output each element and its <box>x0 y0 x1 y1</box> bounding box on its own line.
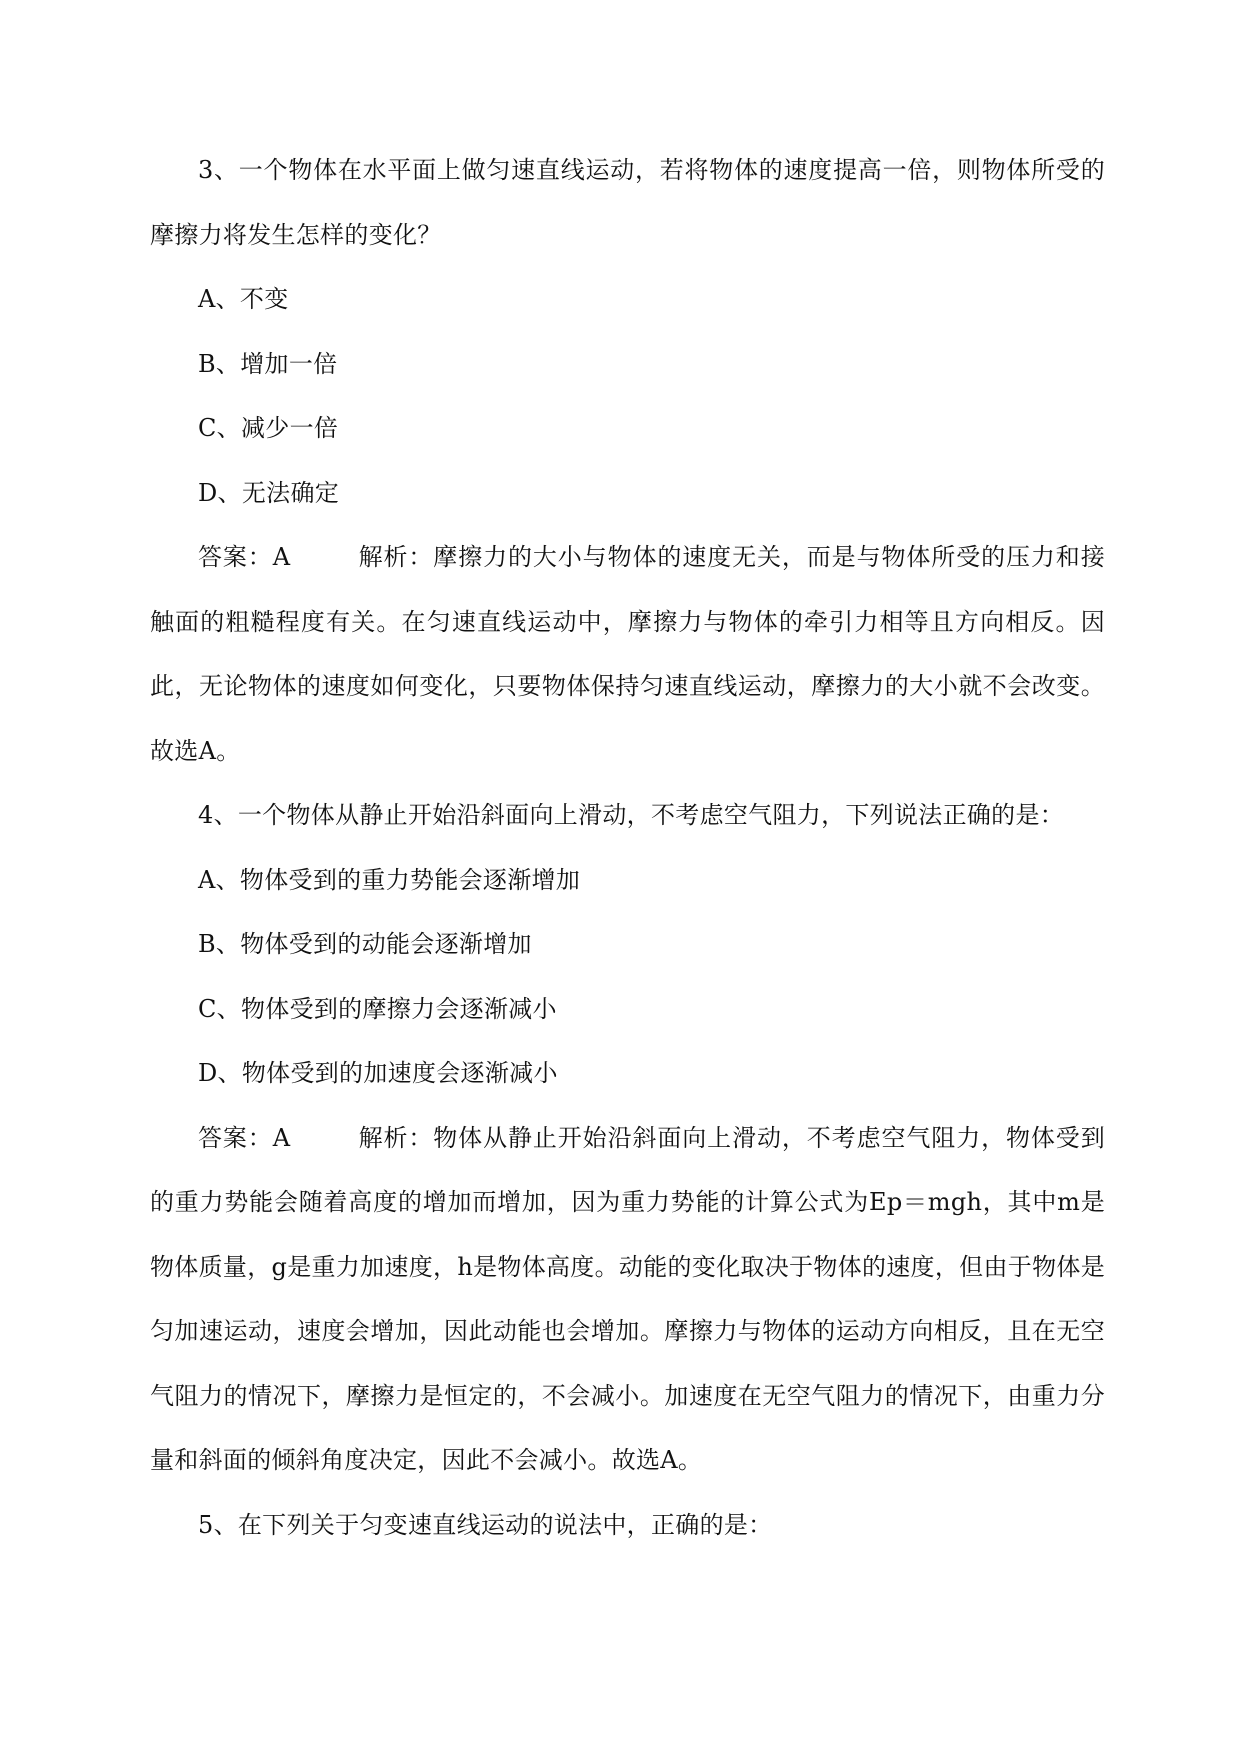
question-4-answer: 答案：A 解析：物体从静止开始沿斜面向上滑动，不考虑空气阻力，物体受到的重力势能会随着高度的增加而增加，因为重力势能的计算公式为Ep＝mgh，其中m是物体质量，g是重力加速度，h是物体高度。动能的变化取决于物体的速度，但由于物体是匀加速运动，速度会增加，因此动能也会增加。摩擦力与物体的运动方向相反，且在无空气阻力的情况下，摩擦力是恒定的，不会减小。加速度在无空气阻力的情况下，由重力分量和斜面的倾斜角度决定，因此不会减小。故选A。 <box>150 1123 1105 1474</box>
question-4-option-b: B、物体受到的动能会逐渐增加 <box>198 930 532 958</box>
document-page <box>150 138 1105 1557</box>
question-3-option-b: B、增加一倍 <box>198 349 338 378</box>
question-4-option-c: C、物体受到的摩擦力会逐渐减小 <box>198 994 557 1023</box>
question-4-stem: 4、一个物体从静止开始沿斜面向上滑动，不考虑空气阻力，下列说法正确的是： <box>198 801 1065 829</box>
question-3-option-d: D、无法确定 <box>198 478 340 507</box>
question-3-answer: 答案：A 解析：摩擦力的大小与物体的速度无关，而是与物体所受的压力和接触面的粗糙程度有关。在匀速直线运动中，摩擦力与物体的牵引力相等且方向相反。因此，无论物体的速度如何变化，只要物体保持匀速直线运动，摩擦力的大小就不会改变。故选A。 <box>150 543 1105 765</box>
question-5-stem: 5、在下列关于匀变速直线运动的说法中，正确的是： <box>198 1510 773 1539</box>
question-3-option-c: C、减少一倍 <box>198 414 339 442</box>
question-4-option-a: A、物体受到的重力势能会逐渐增加 <box>198 865 581 894</box>
question-4-option-d: D、物体受到的加速度会逐渐减小 <box>198 1059 558 1087</box>
question-3-option-a: A、不变 <box>198 285 289 313</box>
question-3-stem: 3、一个物体在水平面上做匀速直线运动，若将物体的速度提高一倍，则物体所受的摩擦力将发生怎样的变化？ <box>150 156 1105 249</box>
